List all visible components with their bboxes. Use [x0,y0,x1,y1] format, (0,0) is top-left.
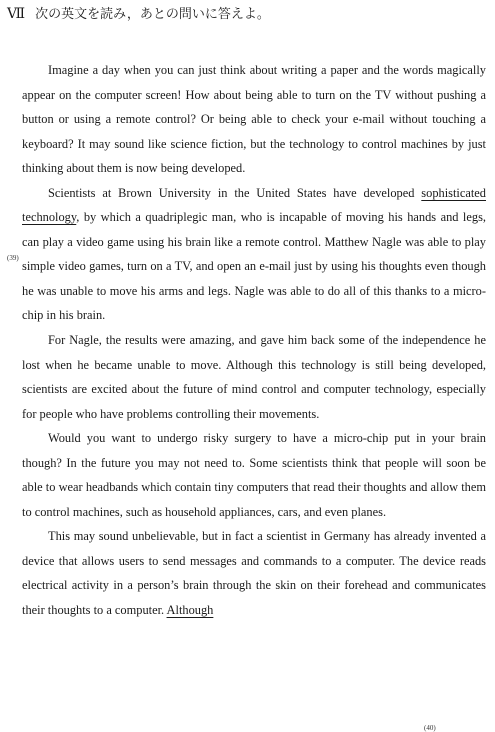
section-header [7,4,270,24]
question-marker-39: (39) [7,254,19,262]
paragraph-3: For Nagle, the results were amazing, and gave him back some of the independence he lost when he became unable to move. Although this technology is still being developed, scientists are excited about the future of mind control and computer technology, especially for people who have problems controlling their movements. [22,333,486,421]
paragraph-5-lead: This may sound unbelievable, but in fact a scientist in Germany has already invented a device that allows users to send messages and commands to a computer. The device reads electrical activity in a person’s brain through the skin on their forehead and communicates their thoughts to a computer. [22,529,486,618]
paragraph-2-lead: Scientists at Brown University in the United States have developed [48,185,422,200]
question-marker-40: (40) [424,724,436,732]
paragraph-4: Would you want to undergo risky surgery to have a micro-chip put in your brain though? In the future you may not need to. Some scientists think that people will soon be able to wear headbands which contain tiny computers that read their thoughts and allow them to control machines, such as household appliances, cars, and even planes. [22,431,486,519]
passage [22,58,486,623]
section-numeral: Ⅶ [7,6,26,22]
paragraph-2-rest: , by which a quadriplegic man, who is incapable of moving his hands and legs, can play a video game using his brain like a remote control. Matthew Nagle was able to play simple video games, turn on a TV, and open an e-mail just by using his thoughts even though he was unable to move his arms and legs. Nagle was able to do all of this thanks to a micro-chip in his brain. [22,210,486,323]
underlined-phrase-39: sophisticated technology [22,185,486,225]
paragraph-2 [22,181,486,328]
paragraph-1: Imagine a day when you can just think about writing a paper and the words magically appear on the computer screen! How about being able to turn on the TV without pushing a button or using a remote control? Or being able to check your e-mail without touching a keyboard? It may sound like science fiction, but the technology to control machines by just thinking about them is now being developed. [22,63,486,176]
section-instruction: 次の英文を読み，あとの問いに答えよ。 [35,6,270,21]
paragraph-5 [22,524,486,622]
underlined-word-40: Although [166,603,214,618]
